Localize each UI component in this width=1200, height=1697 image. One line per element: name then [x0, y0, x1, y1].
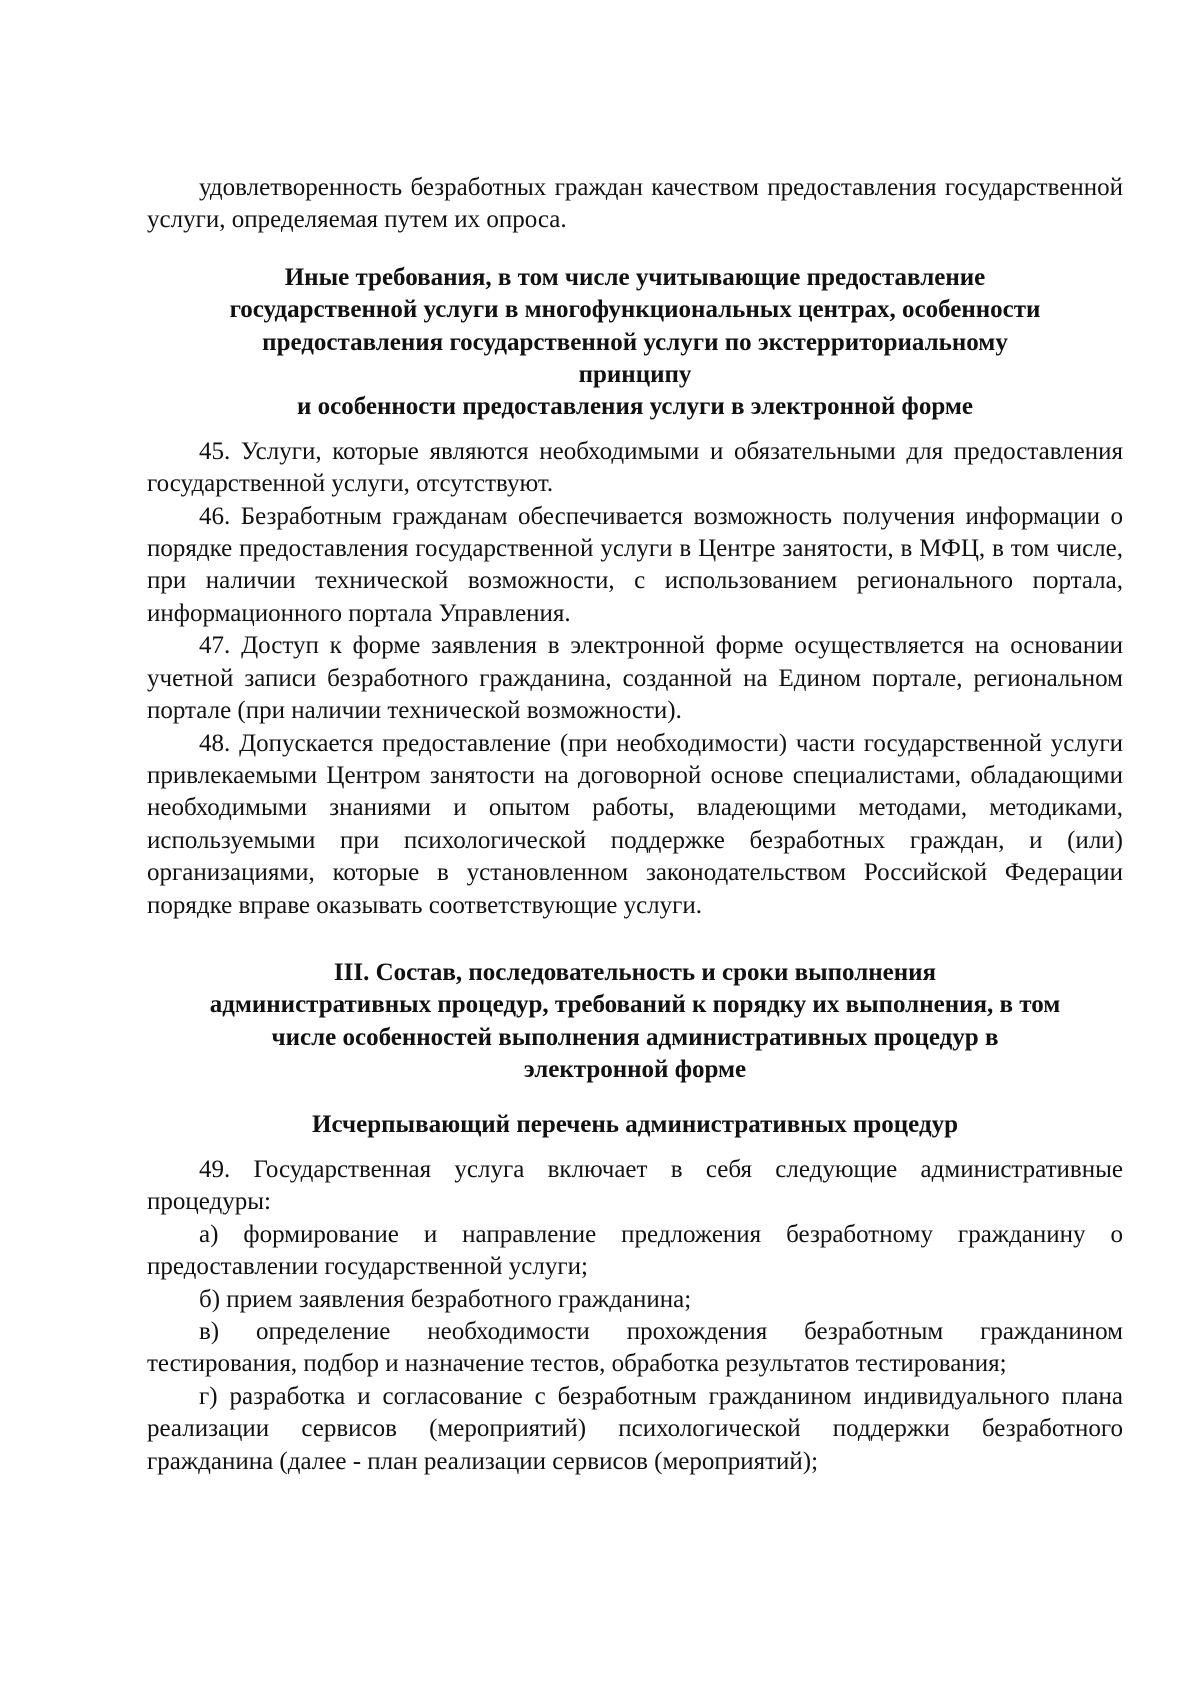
list-item-g: г) разработка и согласование с безработным гражданином индивидуального плана реализации сервисов (мероприятий) психологической поддержки безработного гражданина (далее - план реализации сервисов (мероприятий);	[147, 1382, 1123, 1475]
paragraph-47: 47. Доступ к форме заявления в электронной форме осуществляется на основании учетной записи безработного гражданина, созданной на Едином портале, региональном портале (при наличии технической возможности).	[147, 632, 1123, 725]
heading-line: числе особенностей выполнения административных процедур в	[271, 1023, 999, 1051]
heading-line: Иные требования, в том числе учитывающие предоставление	[284, 263, 986, 291]
document-page	[147, 172, 1123, 1478]
section-heading-procedures-list	[147, 1109, 1123, 1141]
heading-line: Исчерпывающий перечень административных процедур	[312, 1110, 958, 1138]
heading-line: и особенности предоставления услуги в электронной форме	[296, 393, 974, 421]
heading-line: государственной услуги в многофункциональных центрах, особенности	[229, 296, 1041, 324]
heading-line: III. Состав, последовательность и сроки выполнения	[333, 958, 937, 986]
intro-paragraph: удовлетворенность безработных граждан качеством предоставления государственной услуги, определяемая путем их опроса.	[147, 174, 1123, 234]
paragraph-49: 49. Государственная услуга включает в себя следующие административные процедуры:	[147, 1155, 1123, 1216]
section-heading-iii	[147, 957, 1123, 1087]
paragraph-46: 46. Безработным гражданам обеспечивается возможность получения информации о порядке предоставления государственной услуги в Центре занятости, в МФЦ, в том числе, при наличии технической возможности, с использованием регионального портала, информационного портала Управления.	[147, 502, 1123, 627]
paragraph-48: 48. Допускается предоставление (при необходимости) части государственной услуги привлекаемыми Центром занятости на договорной основе специалистами, обладающими необходимыми знаниями и опытом работы, владеющими методами, методиками, используемыми при психологической поддержке безработных граждан, и (или) организациями, которые в установленном законодательством Российской Федерации порядке вправе оказывать соответствующие услуги.	[147, 729, 1123, 919]
list-item-b: б) прием заявления безработного гражданина;	[199, 1285, 692, 1313]
heading-line: административных процедур, требований к порядку их выполнения, в том	[209, 991, 1061, 1019]
list-item-a: а) формирование и направление предложения безработному гражданину о предоставлении государственной услуги;	[147, 1220, 1123, 1281]
heading-line: предоставления государственной услуги по экстерриториальному	[262, 328, 1008, 356]
heading-line: электронной форме	[523, 1056, 747, 1084]
heading-line: принципу	[578, 361, 692, 389]
list-item-v: в) определение необходимости прохождения безработным гражданином тестирования, подбор и назначение тестов, обработка результатов тестирования;	[147, 1318, 1123, 1378]
section-heading-other-requirements	[147, 262, 1123, 424]
paragraph-45: 45. Услуги, которые являются необходимыми и обязательными для предоставления государственной услуги, отсутствуют.	[147, 437, 1123, 498]
